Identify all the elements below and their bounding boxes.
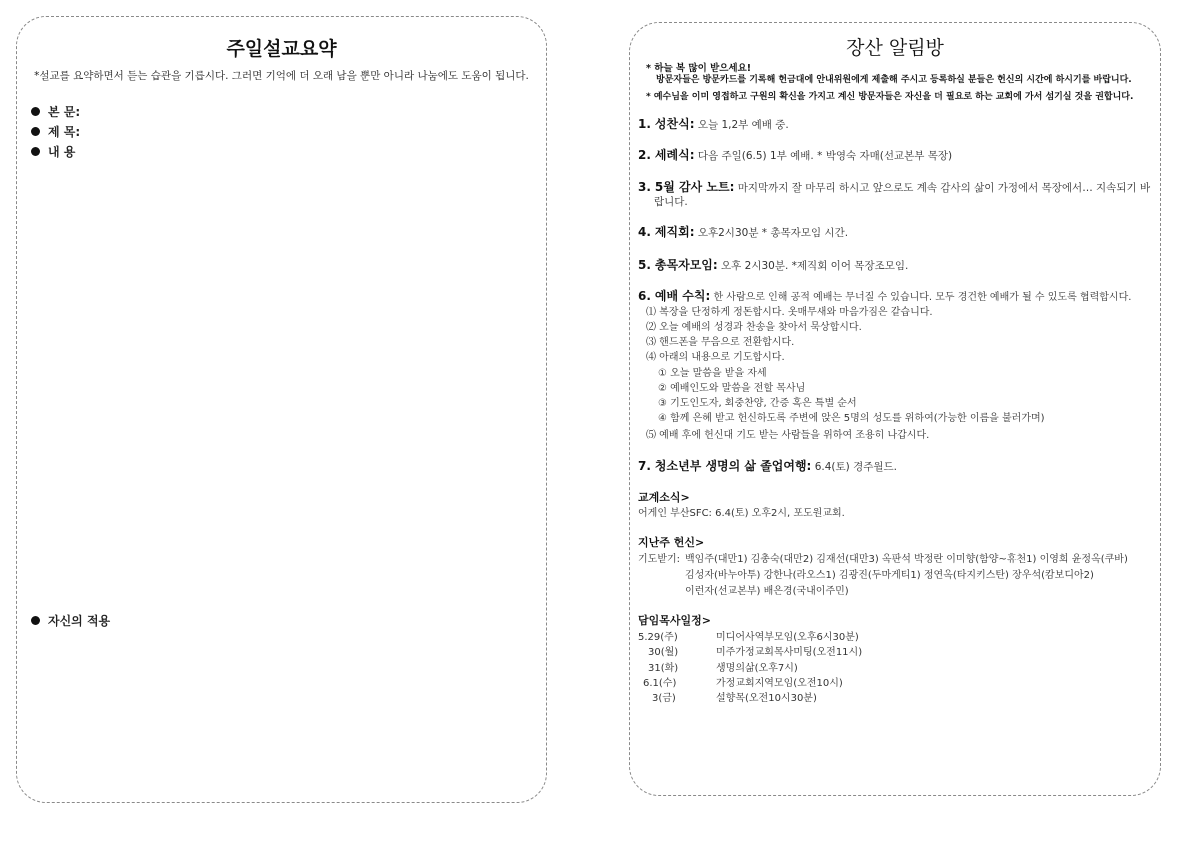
schedule-event: 미주가정교회목사미팅(오전11시) [716,647,863,658]
schedule-date: 30(월) [648,647,679,658]
schedule-event: 미디어사역부모임(오후6시30분) [716,632,859,643]
field-application-label: 자신의 적용 [48,614,111,628]
church-news-item: 어게인 부산SFC: 6.4(토) 오후2시, 포도원교회. [638,508,845,519]
announcement-item: 3. 5월 감사 노트: 마지막까지 잘 마무리 하시고 앞으로도 계속 감사의 삶이 가정에서 목장에서… 지속되기 바 [638,180,1151,194]
announcements-title: 장산 알림방 [846,37,944,59]
sermon-summary-instruction: *설교를 요약하면서 듣는 습관을 기릅시다. 그러면 기억에 더 오래 남을 뿐만 아니라 나눔에도 도움이 됩니다. [34,70,529,82]
notice-believers: * 예수님을 이미 영접하고 구원의 확신을 가지고 계신 방문자들은 자신을 더 필요로 하는 교회에 가서 섬기실 것을 권합니다. [646,92,1134,102]
bullet-icon [31,127,40,136]
prayer-list-line: 이런자(선교본부) 배은경(국내이주민) [685,586,849,597]
notice-visitors: 방문자들은 방문카드를 기록해 헌금대에 안내위원에게 제출해 주시고 등록하실 분들은 헌신의 시간에 하시기를 바랍니다. [656,75,1132,85]
bullet-icon [31,616,40,625]
announcement-item: 7. 청소년부 생명의 삶 졸업여행: 6.4(토) 경주월드. [638,459,897,473]
prayer-point: ③ 기도인도자, 회중찬양, 간증 혹은 특별 순서 [658,398,857,409]
field-text-label: 본 문: [48,105,81,119]
worship-rule: ⑸ 예배 후에 헌신대 기도 받는 사람들을 위하여 조용히 나갑시다. [646,430,930,441]
schedule-event: 가정교회지역모임(오전10시) [716,678,843,689]
schedule-event: 설향목(오전10시30분) [716,693,817,704]
schedule-date: 3(금) [652,693,676,704]
field-title-label: 제 목: [48,125,81,139]
announcement-item: 5. 총목자모임: 오후 2시30분. *제직회 이어 목장조모임. [638,258,909,272]
bullet-icon [31,107,40,116]
schedule-date: 5.29(주) [638,632,678,643]
worship-rule: ⑴ 복장을 단정하게 정돈합시다. 옷매무새와 마음가짐은 같습니다. [646,307,933,318]
field-application [31,612,110,629]
field-text [31,103,80,120]
schedule-event: 생명의삶(오후7시) [716,663,798,674]
sermon-summary-panel [16,16,547,803]
announcement-item: 6. 예배 수칙: 한 사람으로 인해 공적 예배는 무너질 수 있습니다. 모두 경건한 예배가 될 수 있도록 협력합시다. [638,289,1132,303]
prayer-point: ① 오늘 말씀을 받을 자세 [658,368,767,379]
prayer-list-label: 기도받기: [638,554,681,565]
announcements-panel [629,22,1161,796]
announcement-item: 1. 성찬식: 오늘 1,2부 예배 중. [638,117,789,131]
field-title [31,123,80,140]
schedule-date: 31(화) [648,663,679,674]
worship-rule: ⑵ 오늘 예배의 성경과 찬송을 찾아서 묵상합시다. [646,322,862,333]
prayer-point: ④ 함께 은혜 받고 헌신하도록 주변에 앉은 5명의 성도를 위하여(가능한 이름을 불러가며) [658,413,1045,424]
worship-rule: ⑷ 아래의 내용으로 기도합시다. [646,352,785,363]
prayer-list-line: 백임주(대만1) 김총숙(대만2) 김재선(대만3) 옥판석 박정란 이미향(함양~휴천1) 이영희 윤정옥(쿠바) [685,554,1128,565]
announcement-item-continuation: 랍니다. [654,196,688,208]
church-news-heading: 교계소식> [638,491,690,504]
field-content [31,143,75,160]
announcement-item: 2. 세례식: 다음 주일(6.5) 1부 예배. * 박영숙 자매(선교본부 목장) [638,148,953,162]
field-content-label: 내 용 [48,145,76,159]
sermon-summary-title: 주일설교요약 [226,38,337,60]
pastor-schedule-heading: 담임목사일정> [638,614,711,627]
announcement-item: 4. 제직회: 오후2시30분 * 총목자모임 시간. [638,225,849,239]
worship-rule: ⑶ 핸드폰을 무음으로 전환합시다. [646,337,795,348]
schedule-date: 6.1(수) [643,678,677,689]
notice-greeting: * 하늘 복 많이 받으세요! [646,63,752,74]
bullet-icon [31,147,40,156]
prayer-point: ② 예배인도와 말씀을 전할 목사님 [658,383,806,394]
prayer-list-line: 김성자(바누아투) 강한나(라오스1) 김광진(두마게티1) 정연옥(타지키스탄) 장우석(캄보디아2) [685,570,1094,581]
past-devotion-heading: 지난주 헌신> [638,536,705,549]
